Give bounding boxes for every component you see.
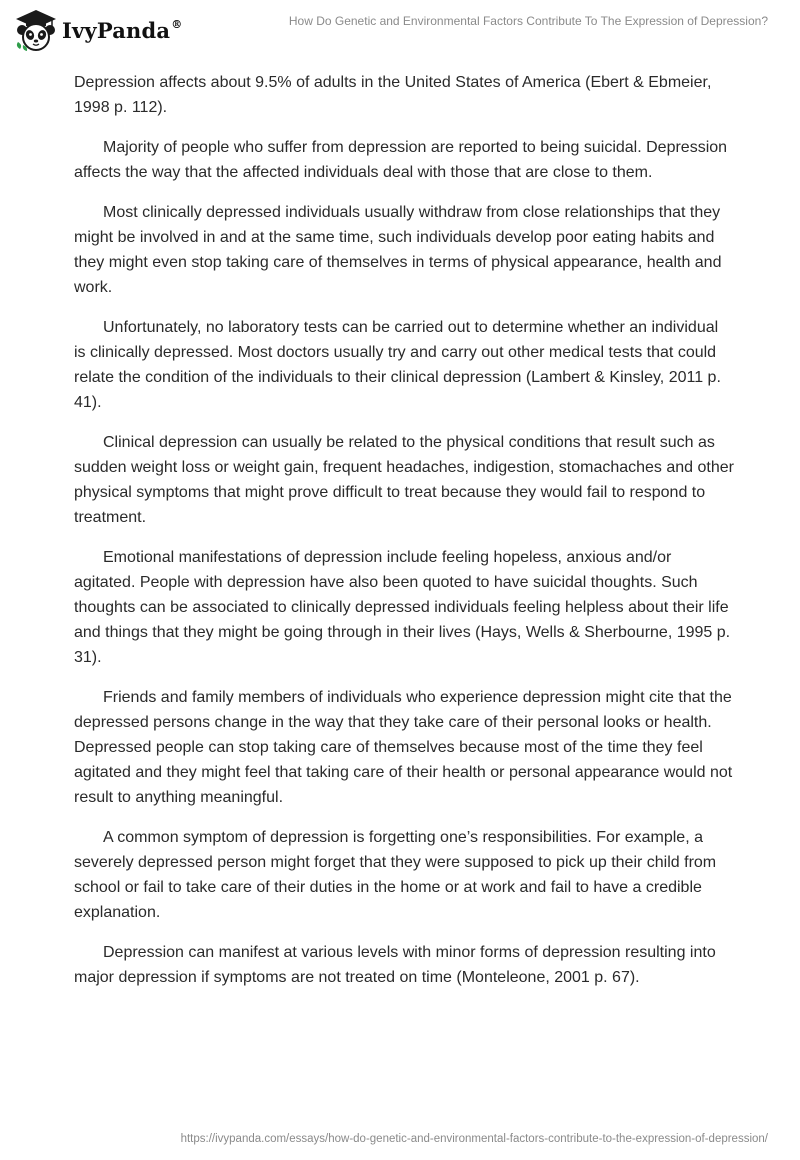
paragraph: Clinical depression can usually be related to the physical conditions that result such as sudden weight loss or weight gain, frequent headaches, indigestion, stomachaches and other physical symptoms that might prove difficult to treat because they would fail to respond to treatment. bbox=[74, 434, 734, 526]
brand-name: IvyPanda® bbox=[62, 17, 183, 43]
paragraph: Most clinically depressed individuals usually withdraw from close relationships that they might be involved in and at the same time, such individuals develop poor eating habits and they might even stop taking care of themselves in terms of physical appearance, health and work. bbox=[74, 204, 722, 296]
page-header bbox=[0, 0, 800, 60]
panda-graduate-icon bbox=[14, 8, 58, 52]
source-url[interactable]: https://ivypanda.com/essays/how-do-genetic-and-environmental-factors-contribute-to-the-expression-of-depression/ bbox=[180, 1133, 768, 1145]
paragraph: Depression affects about 9.5% of adults in the United States of America (Ebert & Ebmeier, 1998 p. 112). bbox=[74, 74, 712, 116]
paragraph: Depression can manifest at various levels with minor forms of depression resulting into major depression if symptoms are not treated on time (Monteleone, 2001 p. 67). bbox=[74, 944, 716, 986]
paragraph: Friends and family members of individuals who experience depression might cite that the depressed persons change in the way that they take care of their personal looks or health. Depressed people can stop taking care of themselves because most of the time they feel agitated and they might feel that taking care of their health or personal appearance would not result to anything meaningful. bbox=[74, 689, 733, 806]
paragraph: Majority of people who suffer from depression are reported to being suicidal. Depression affects the way that the affected individuals deal with those that are close to them. bbox=[74, 139, 728, 181]
document-title: How Do Genetic and Environmental Factors Contribute To The Expression of Depression? bbox=[288, 14, 768, 28]
essay-body bbox=[74, 70, 734, 1005]
paragraph: A common symptom of depression is forgetting one’s responsibilities. For example, a severely depressed person might forget that they were supposed to pick up their child from school or fail to take care of their duties in the home or at work and fail to have a credible explanation. bbox=[74, 829, 717, 921]
paragraph: Unfortunately, no laboratory tests can be carried out to determine whether an individual is clinically depressed. Most doctors usually try and carry out other medical tests that could relate the condition of the individuals to their clinical depression (Lambert & Kinsley, 2011 p. 41). bbox=[74, 319, 721, 411]
ivypanda-logo[interactable] bbox=[14, 8, 182, 52]
paragraph: Emotional manifestations of depression include feeling hopeless, anxious and/or agitated. People with depression have also been quoted to have suicidal thoughts. Such thoughts can be associated to clinically depressed individuals feeling helpless about their life and things that they might be going through in their lives (Hays, Wells & Sherbourne, 1995 p. 31). bbox=[74, 549, 731, 666]
